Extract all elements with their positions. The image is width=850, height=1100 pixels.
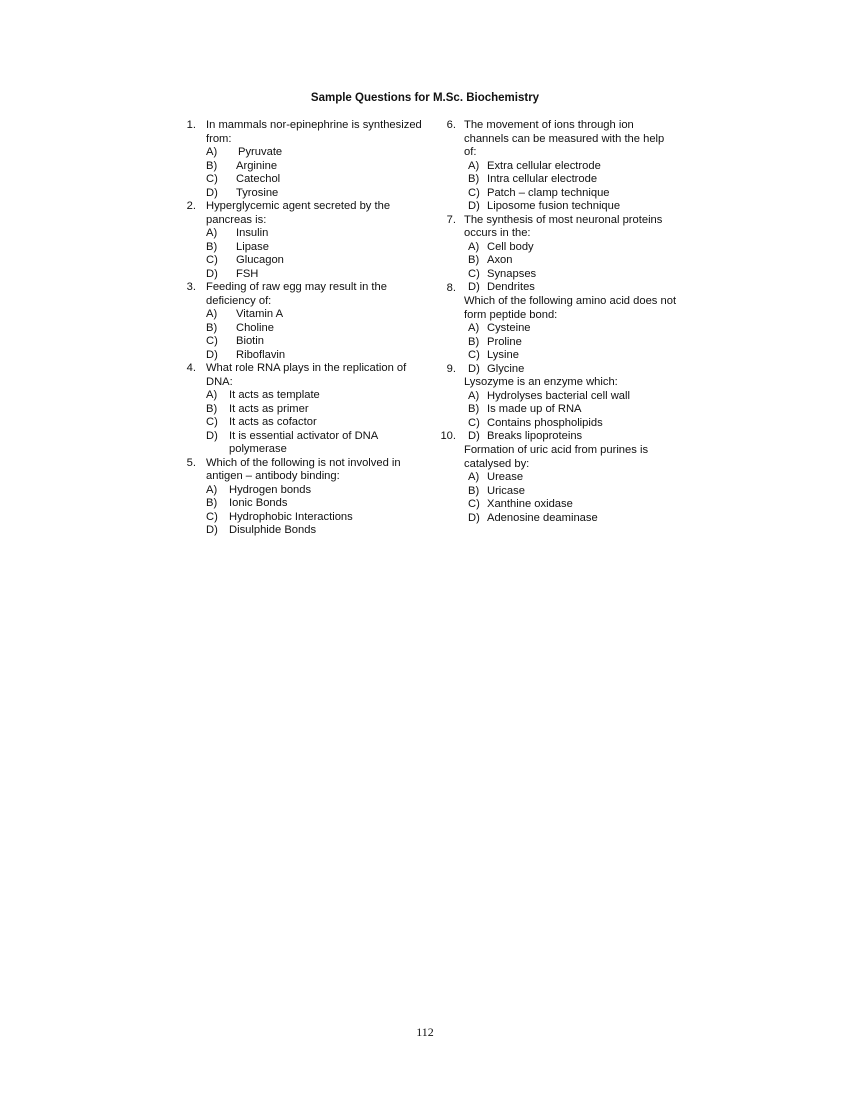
question-stem: What role RNA plays in the replication of: [206, 362, 407, 374]
option-text: Urease: [487, 471, 524, 483]
question-stem: catalysed by:: [464, 457, 530, 470]
option-text: Cell body: [487, 240, 534, 253]
question-stem: Lysozyme is an enzyme which:: [464, 376, 618, 388]
question-stem: deficiency of:: [206, 294, 272, 307]
option-label: C): [206, 510, 218, 523]
option-label: A): [468, 389, 480, 402]
page-title: Sample Questions for M.Sc. Biochemistry: [310, 92, 540, 104]
option-label: C): [206, 416, 218, 428]
question-stem: DNA:: [206, 375, 233, 388]
question-stem: pancreas is:: [206, 213, 267, 226]
option-label: A): [206, 389, 218, 401]
option-text: Liposome fusion technique: [487, 200, 621, 212]
option-label: A): [206, 227, 218, 239]
option-text: Extra cellular electrode: [487, 159, 601, 172]
question-stem: Hyperglycemic agent secreted by the: [206, 200, 391, 212]
question-stem: Formation of uric acid from purines is: [464, 444, 649, 456]
option-label: B): [468, 335, 480, 348]
option-text: Contains phospholipids: [487, 416, 603, 429]
option-text: Hydrolyses bacterial cell wall: [487, 389, 631, 402]
question-number: 1.: [186, 119, 196, 131]
option-label: D): [468, 200, 480, 212]
question-stem: channels can be measured with the help: [464, 132, 665, 145]
question-number: 5.: [186, 456, 196, 469]
question-number: 4.: [186, 362, 196, 374]
option-label: D): [468, 362, 480, 375]
option-text: Xanthine oxidase: [487, 498, 573, 510]
option-label: B): [468, 254, 480, 266]
option-text: Lysine: [487, 349, 519, 361]
option-text: Synapses: [487, 267, 537, 280]
option-label: D): [468, 281, 480, 293]
option-text: It acts as template: [229, 389, 320, 401]
option-label: B): [468, 484, 480, 497]
option-text: Insulin: [236, 227, 269, 239]
option-text: Pyruvate: [238, 146, 283, 158]
option-text: It is essential activator of DNA: [229, 429, 379, 442]
option-label: A): [468, 240, 480, 253]
question-number: 6.: [446, 119, 456, 131]
question-number: 8.: [446, 282, 456, 294]
option-text: Adenosine deaminase: [487, 511, 598, 524]
option-label: C): [468, 416, 480, 429]
option-text: Lipase: [236, 240, 269, 253]
question-stem: Which of the following is not involved in: [206, 456, 401, 469]
option-label: D): [468, 430, 480, 442]
option-text: Axon: [487, 254, 513, 266]
option-text: Ionic Bonds: [229, 497, 288, 509]
option-label: D): [206, 524, 218, 536]
question-stem: of:: [464, 146, 477, 158]
option-text: FSH: [236, 267, 259, 280]
option-text: Hydrogen bonds: [229, 483, 312, 496]
question-stem: form peptide bond:: [464, 308, 558, 321]
option-text: Is made up of RNA: [487, 403, 582, 415]
option-label: A): [206, 483, 218, 496]
option-text: Dendrites: [487, 281, 535, 293]
option-text: Uricase: [487, 484, 525, 497]
option-label: D): [468, 511, 480, 524]
question-stem: The movement of ions through ion: [464, 119, 634, 131]
question-number: 9.: [446, 363, 456, 375]
option-label: D): [206, 348, 218, 361]
question-number: 7.: [446, 214, 456, 226]
option-label: B): [206, 497, 218, 509]
option-text: Vitamin A: [236, 308, 284, 320]
question-number: 2.: [186, 200, 196, 212]
option-label: A): [206, 146, 218, 158]
page-number: 112: [416, 1025, 434, 1039]
question-stem: In mammals nor-epinephrine is synthesized: [206, 119, 422, 131]
option-label: C): [468, 267, 480, 280]
option-text: Hydrophobic Interactions: [229, 510, 353, 523]
option-text: Arginine: [236, 159, 278, 172]
option-text: Glycine: [487, 362, 525, 375]
option-label: C): [468, 498, 480, 510]
option-text: Intra cellular electrode: [487, 173, 598, 185]
option-label: B): [206, 402, 218, 415]
option-text: Tyrosine: [236, 186, 279, 199]
option-label: B): [206, 321, 218, 334]
option-text: Proline: [487, 335, 522, 348]
question-stem: Feeding of raw egg may result in the: [206, 281, 387, 293]
option-label: B): [206, 240, 218, 253]
option-text: Glucagon: [236, 254, 284, 266]
question-number: 3.: [186, 281, 196, 293]
option-text: Choline: [236, 321, 274, 334]
option-label: B): [468, 173, 480, 185]
question-stem: The synthesis of most neuronal proteins: [464, 213, 663, 226]
option-label: C): [206, 173, 218, 185]
option-label: B): [468, 403, 480, 415]
option-label: C): [206, 254, 218, 266]
option-text: Breaks lipoproteins: [487, 430, 583, 442]
option-label: A): [468, 322, 480, 334]
option-text: It acts as cofactor: [229, 416, 317, 428]
question-number: 10.: [440, 430, 456, 442]
option-text: Disulphide Bonds: [229, 524, 317, 536]
option-text: It acts as primer: [229, 402, 309, 415]
option-label: A): [468, 471, 480, 483]
option-label: A): [468, 159, 480, 172]
option-label: D): [206, 429, 218, 442]
option-label: C): [468, 186, 480, 199]
question-stem: Which of the following amino acid does not: [464, 295, 677, 307]
option-label: D): [206, 186, 218, 199]
option-label: C): [468, 349, 480, 361]
question-stem: from:: [206, 132, 232, 145]
question-stem: occurs in the:: [464, 227, 531, 239]
option-label: C): [206, 335, 218, 347]
option-text: Catechol: [236, 173, 281, 185]
option-label: A): [206, 308, 218, 320]
question-stem: antigen – antibody binding:: [206, 470, 340, 482]
option-text: Cysteine: [487, 322, 531, 334]
option-text: Riboflavin: [236, 348, 286, 361]
option-label: D): [206, 267, 218, 280]
option-label: B): [206, 159, 218, 172]
option-text: Patch – clamp technique: [487, 186, 610, 199]
option-text-continued: polymerase: [229, 443, 287, 455]
option-text: Biotin: [236, 335, 264, 347]
